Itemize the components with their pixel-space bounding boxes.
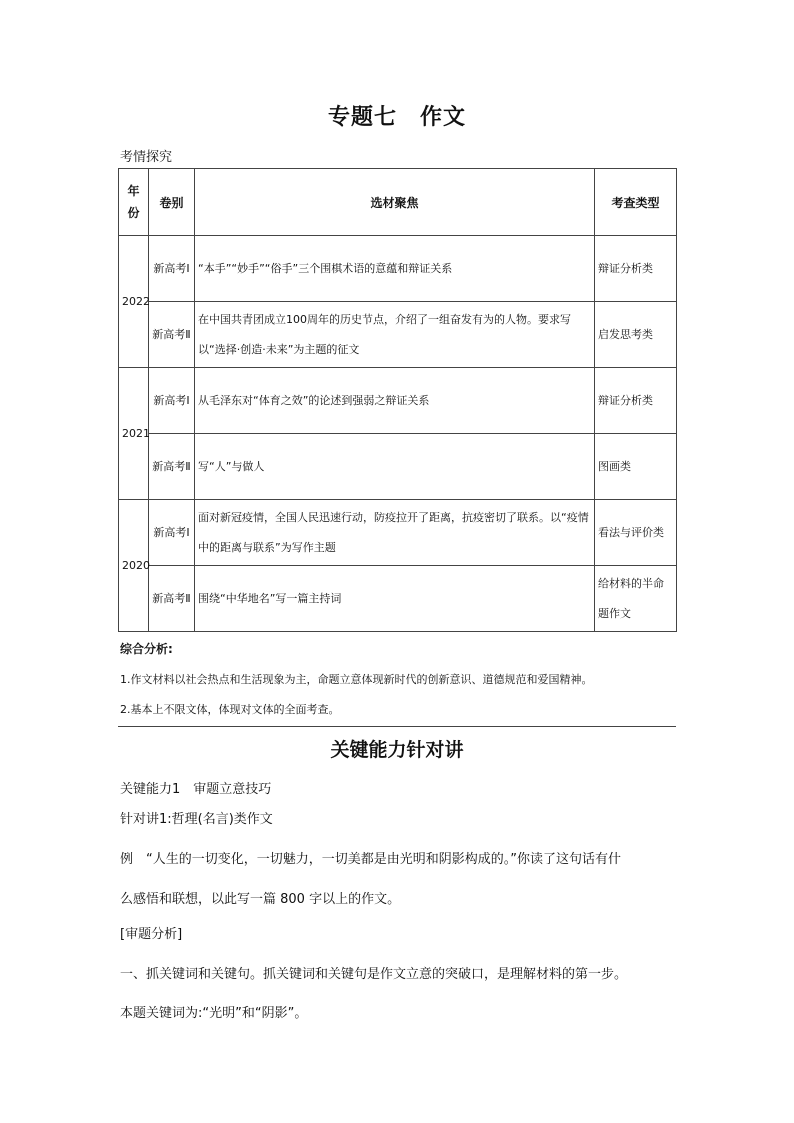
topic-cell: 围绕“中华地名”写一篇主持词: [195, 566, 595, 632]
summary-item: 1.作文材料以社会热点和生活现象为主，命题立意体现新时代的创新意识、道德规范和爱国精神。: [120, 673, 593, 686]
kind-cell: 给材料的半命题作文: [595, 566, 677, 632]
year-cell: 2022: [119, 236, 149, 368]
lecture-heading: 针对讲1:哲理(名言)类作文: [120, 812, 273, 827]
kind-cell: 辩证分析类: [595, 236, 677, 302]
summary-item: 2.基本上不限文体，体现对文体的全面考查。: [120, 703, 340, 716]
kind-cell: 启发思考类: [595, 302, 677, 368]
table-row: [119, 566, 677, 632]
kind-cell: 看法与评价类: [595, 500, 677, 566]
year-cell: 2020: [119, 500, 149, 632]
header-year: 年份: [119, 169, 149, 236]
section-label: 考情探究: [120, 150, 173, 165]
kind-cell: 图画类: [595, 434, 677, 500]
exam-table: [118, 168, 677, 632]
paper-cell: 新高考Ⅰ: [149, 500, 195, 566]
table-row: [119, 236, 677, 302]
paper-cell: 新高考Ⅱ: [149, 302, 195, 368]
analysis-label: [审题分析]: [120, 927, 183, 942]
kind-cell: 辩证分析类: [595, 368, 677, 434]
topic-cell: “本手”“妙手”“俗手”三个围棋术语的意蕴和辩证关系: [195, 236, 595, 302]
header-paper: 卷别: [149, 169, 195, 236]
topic-cell: 写“人”与做人: [195, 434, 595, 500]
table-row: [119, 434, 677, 500]
example-line: 么感悟和联想，以此写一篇 800 字以上的作文。: [120, 892, 401, 907]
table-row: [119, 368, 677, 434]
paper-cell: 新高考Ⅱ: [149, 566, 195, 632]
table-header-row: [119, 169, 677, 236]
divider: [118, 726, 676, 727]
ability-heading: 关键能力1 审题立意技巧: [120, 782, 272, 797]
summary-title: 综合分析:: [120, 642, 173, 656]
analysis-line: 一、抓关键词和关键句。抓关键词和关键句是作文立意的突破口，是理解材料的第一步。: [120, 967, 628, 982]
header-kind: 考查类型: [595, 169, 677, 236]
summary-block: [120, 640, 593, 731]
example-line: 例 “人生的一切变化，一切魅力，一切美都是由光明和阴影构成的。”你读了这句话有什: [120, 852, 621, 867]
header-topic: 选材聚焦: [195, 169, 595, 236]
analysis-line: 本题关键词为:“光明”和“阴影”。: [120, 1006, 308, 1021]
paper-cell: 新高考Ⅱ: [149, 434, 195, 500]
page-title: 专题七 作文: [327, 105, 466, 130]
paper-cell: 新高考Ⅰ: [149, 236, 195, 302]
topic-cell: 从毛泽东对“体育之效”的论述到强弱之辩证关系: [195, 368, 595, 434]
paper-cell: 新高考Ⅰ: [149, 368, 195, 434]
table-row: [119, 500, 677, 566]
topic-cell: 面对新冠疫情，全国人民迅速行动，防疫拉开了距离，抗疫密切了联系。以“疫情中的距离与联系”为写作主题: [195, 500, 595, 566]
table-row: [119, 302, 677, 368]
year-cell: 2021: [119, 368, 149, 500]
section-heading: 关键能力针对讲: [330, 739, 464, 761]
topic-cell: 在中国共青团成立100周年的历史节点，介绍了一组奋发有为的人物。要求写以“选择·创造·未来”为主题的征文: [195, 302, 595, 368]
